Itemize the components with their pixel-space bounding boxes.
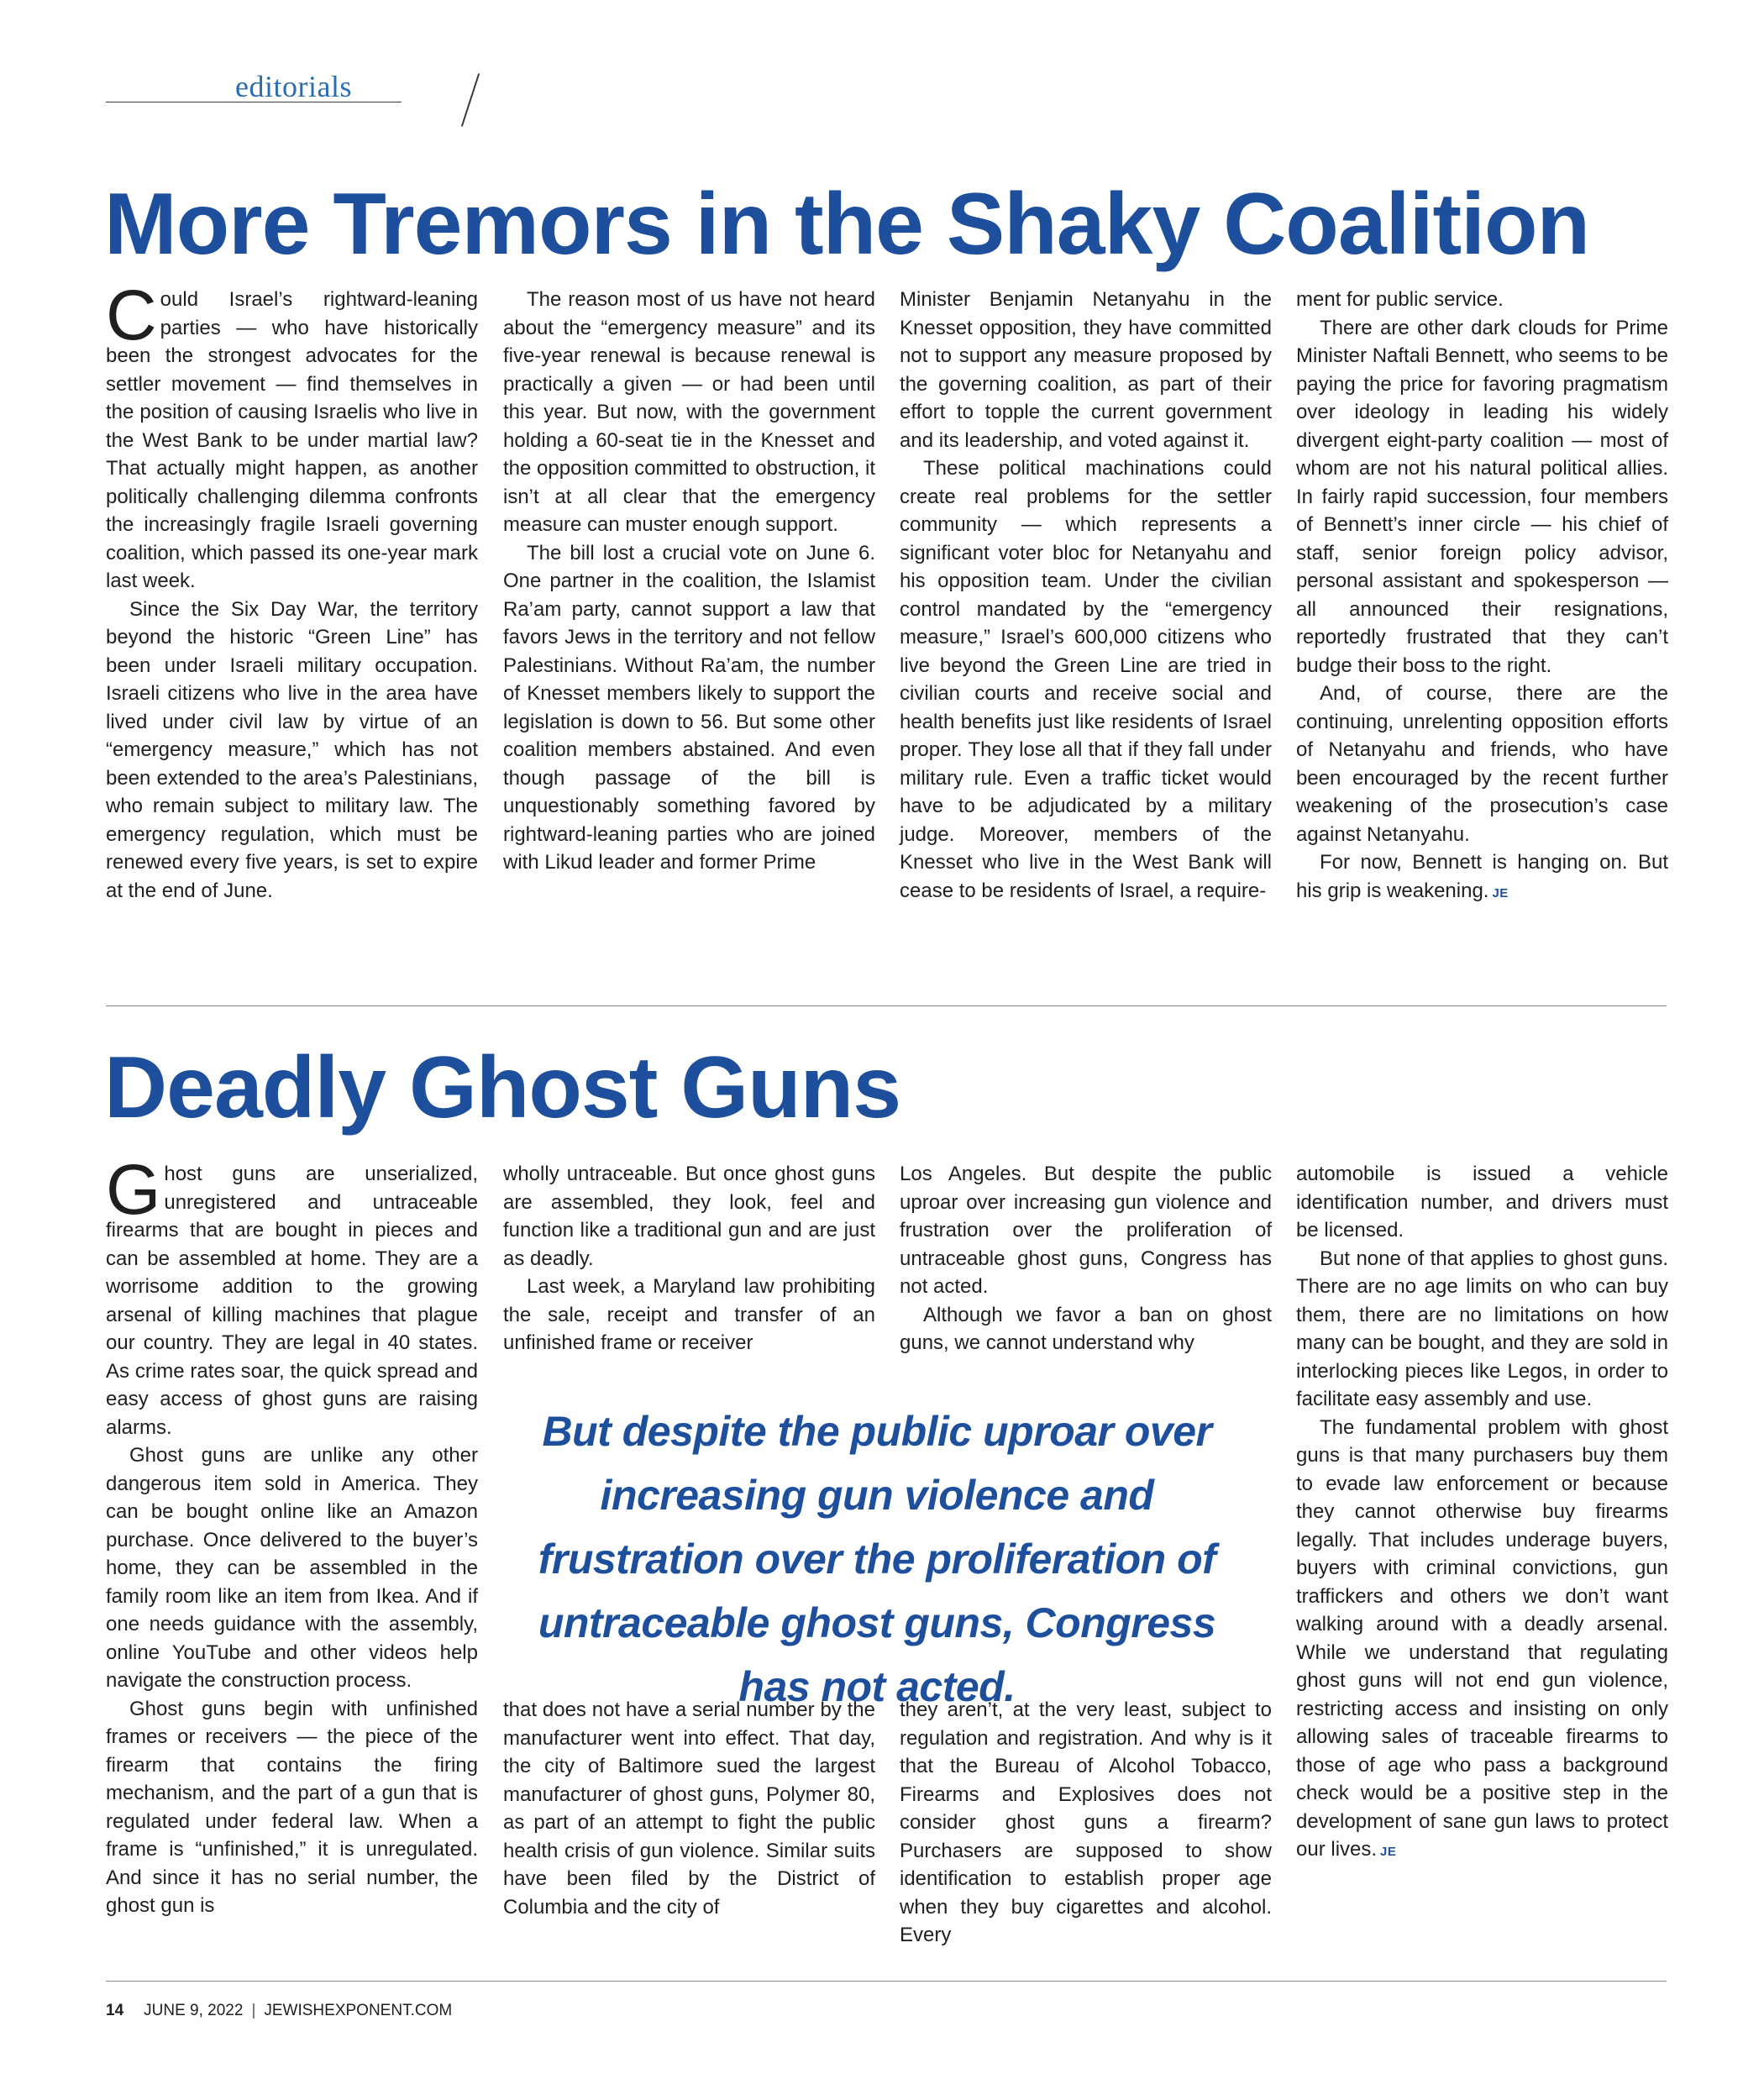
editorial-2-col3-para-2: Although we favor a ban on ghost guns, we cannot understand why (900, 1303, 1272, 1354)
je-signoff-tag: JE (1380, 1845, 1397, 1859)
editorial-1-col1-para-2: Since the Six Day War, the territory beyond the historic “Green Line” has been under Israeli military occupation. Israeli citizens who live in the area have lived under civil law by virtue of an “emergency measure,” which has not been extended to the area’s Palestinians, who remain subject to military law. The emergency regulation, which must be renewed every five years, is set to expire at the end of June. (106, 597, 478, 902)
section-divider (106, 1005, 1667, 1006)
editorial-2-col4-para-3 (1296, 1414, 1668, 1866)
editorial-2-col4-para-2: But none of that applies to ghost guns. There are no age limits on who can buy them, there are no limitations on how many can be bought, and they are sold in interlocking pieces like Legos, in order to facilitate easy assembly and use. (1296, 1247, 1668, 1410)
editorial-1-column-2 (503, 286, 875, 877)
editorial-1-col3-para-1: Minister Benjamin Netanyahu in the Knesset opposition, they have committed not to support any measure proposed by the governing coalition, as part of their effort to topple the current government and its leadership, and voted against it. (900, 288, 1272, 452)
editorial-1-column-3 (900, 286, 1272, 905)
editorial-2-headline: Deadly Ghost Guns (104, 1039, 901, 1137)
issue-date: JUNE 9, 2022 (144, 2002, 244, 2019)
editorial-2-column-3-top (900, 1160, 1272, 1357)
section-label-text: editorials (235, 70, 352, 103)
editorial-2-column-3-bottom (900, 1696, 1272, 1950)
pull-quote: But despite the public uproar over increasing gun violence and frustration over the proliferation of untraceable ghost guns, Congress has not acted. (538, 1408, 1216, 1710)
section-label-slash (461, 73, 480, 126)
footer-divider (106, 1981, 1667, 1982)
editorial-1-column-4 (1296, 286, 1668, 907)
editorial-1-col4-para-4 (1296, 848, 1668, 907)
editorial-2-col2-para-1: wholly untraceable. But once ghost guns are assembled, they look, feel and function like a traditional gun and are just as deadly. (503, 1163, 875, 1270)
editorial-1-headline: More Tremors in the Shaky Coalition (104, 176, 1590, 273)
editorial-1-col4-para-2: There are other dark clouds for Prime Minister Naftali Bennett, who seems to be paying the price for favoring pragmatism over ideology in leading his widely divergent eight-party coalition — most of whom are not his natural political allies. In fairly rapid succession, four members of Bennett’s inner circle — his chief of staff, senior foreign policy advisor, personal assistant and spokesperson — all announced their resignations, reportedly frustrated that they can’t budge their boss to the right. (1296, 316, 1668, 677)
editorial-1-col2-para-2: The bill lost a crucial vote on June 6. One partner in the coalition, the Islamist Ra’am party, cannot support a law that favors Jews in the territory and not fellow Palestinians. Without Ra’am, the number of Knesset members likely to support the legislation is down to 56. But some other coalition members abstained. And even though passage of the bill is unquestionably something favored by rightward-leaning parties who are joined with Likud leader and former Prime (503, 541, 875, 874)
editorial-2-col1-para-3: Ghost guns begin with unfinished frames or receivers — the piece of the firearm that contains the firing mechanism, and the part of a gun that is regulated under federal law. When a frame is “unfinished,” it is unregulated. And since it has no serial number, the ghost gun is (106, 1697, 478, 1917)
section-label (106, 66, 400, 126)
editorial-2-column-2-top (503, 1160, 875, 1357)
je-signoff-tag: JE (1492, 885, 1509, 900)
dropcap: C (106, 276, 157, 354)
editorial-1-col2-para-1: The reason most of us have not heard about the “emergency measure” and its five-year renewal is because renewal is practically a given — or had been until this year. But now, with the government holding a 60-seat tie in the Knesset and the opposition committed to obstruction, it isn’t at all clear that the emergency measure can muster enough support. (503, 288, 875, 536)
editorial-2-col1-para-2: Ghost guns are unlike any other dangerous item sold in America. They can be bought online like an Amazon purchase. Once delivered to the buyer’s home, they can be assembled in the family room like an item from Ikea. And if one needs guidance with the assembly, online YouTube and other videos help navigate the construction process. (106, 1444, 478, 1692)
para-text: ould Israel’s rightward-leaning parties — who have historically been the strongest advocates for the settler movement — find themselves in the position of causing Israelis who live in the West Bank to be under martial law? That actually might happen, as another politically challenging dilemma confronts the increasingly fragile Israeli governing coalition, which passed its one-year mark last week. (106, 288, 478, 592)
page-footer (106, 2002, 452, 2020)
editorial-2-column-1 (106, 1150, 478, 1920)
editorial-2-col4-para-1: automobile is issued a vehicle identification number, and drivers must be licensed. (1296, 1163, 1668, 1242)
page-number: 14 (106, 2002, 124, 2019)
editorial-2-column-2-bottom (503, 1696, 875, 1921)
editorial-2-col3-para-1: Los Angeles. But despite the public uproar over increasing gun violence and frustration over the proliferation of untraceable ghost guns, Congress has not acted. (900, 1163, 1272, 1298)
para-text: host guns are unserialized, unregistered and untraceable firearms that are bought in pieces and can be assembled at home. They are a worrisome addition to the growing arsenal of killing machines that plague our country. They are legal in 40 states. As crime rates soar, the quick spread and easy access of ghost guns are raising alarms. (106, 1163, 478, 1439)
para-text: For now, Bennett is hanging on. But his grip is weakening. (1296, 851, 1668, 902)
editorial-1-col4-para-3: And, of course, there are the continuing, unrelenting opposition efforts of Netanyahu and friends, who have been encouraged by the recent further weakening of the prosecution’s case against Netanyahu. (1296, 682, 1668, 846)
dropcap: G (106, 1150, 161, 1229)
editorial-1-col4-para-1: ment for public service. (1296, 288, 1504, 311)
para-text: The fundamental problem with ghost guns is that many purchasers buy them to evade law enforcement or because they cannot otherwise buy firearms legally. That includes underage buyers, buyers with criminal convictions, gun traffickers and others we don’t want walking around with a deadly arsenal. While we understand that regulating ghost guns will not end gun violence, restricting access and insisting on only allowing sales of traceable firearms to those of age who pass a background check would be a positive step in the development of sane gun laws to protect our lives. (1296, 1415, 1668, 1861)
footer-separator: | (251, 2002, 256, 2019)
editorial-2-col2-para-3: that does not have a serial number by the manufacturer went into effect. That day, the city of Baltimore sued the largest manufacturer of ghost guns, Polymer 80, as part of an attempt to fight the public health crisis of gun violence. Similar suits have been filed by the District of Columbia and the city of (503, 1698, 875, 1919)
editorial-2-col1-para-1 (106, 1150, 478, 1441)
editorial-1-column-1 (106, 276, 478, 905)
editorial-1-col3-para-2: These political machinations could create real problems for the settler community — which represents a significant voter bloc for Netanyahu and his opposition team. Under the civilian control mandated by the “emergency measure,” Israel’s 600,000 citizens who live beyond the Green Line are tried in civilian courts and receive social and health benefits just like residents of Israel proper. They lose all that if they fall under military rule. Even a traffic ticket would have to be adjudicated by a military judge. Moreover, members of the Knesset who live in the West Bank will cease to be residents of Israel, a require- (900, 457, 1272, 902)
site-url: JEWISHEXPONENT.COM (264, 2002, 453, 2019)
editorial-1-col1-para-1 (106, 276, 478, 596)
editorial-2-col2-para-2: Last week, a Maryland law prohibiting the sale, receipt and transfer of an unfinished frame or receiver (503, 1275, 875, 1354)
editorial-2-col3-para-3: they aren’t, at the very least, subject to regulation and registration. And why is it that the Bureau of Alcohol Tobacco, Firearms and Explosives does not consider ghost guns a firearm? Purchasers are supposed to show identification to establish proper age when they buy cigarettes and alcohol. Every (900, 1698, 1272, 1946)
editorial-2-column-4 (1296, 1160, 1668, 1866)
